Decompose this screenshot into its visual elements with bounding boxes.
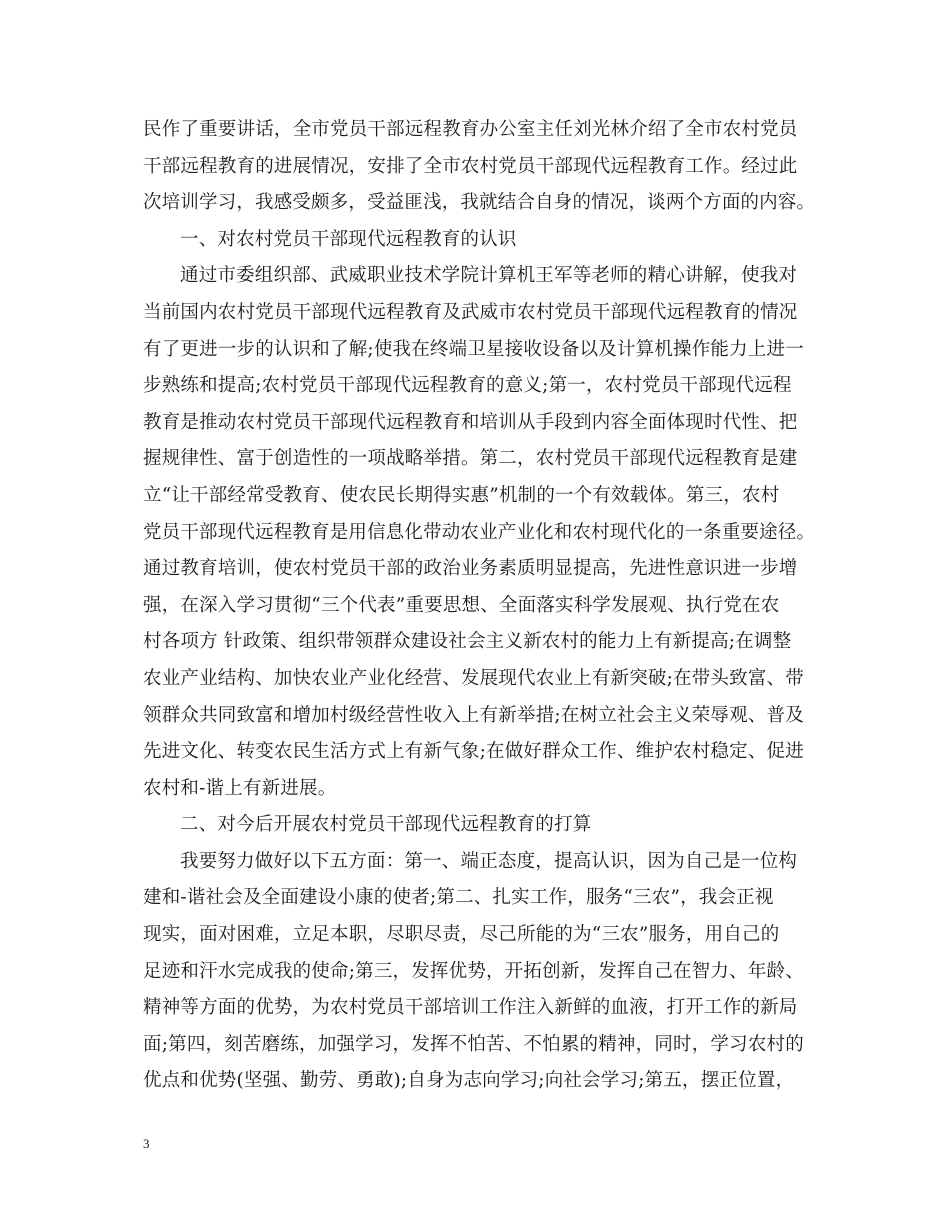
text-line: 一、对农村党员干部现代远程教育的认识	[180, 228, 517, 250]
document-body	[143, 112, 815, 1100]
text-line: 立“让干部经常受教育、使农民长期得实惠”机制的一个有效载体。第三，农村	[143, 484, 780, 506]
text-line: 当前国内农村党员干部现代远程教育及武威市农村党员干部现代远程教育的情况	[143, 301, 798, 323]
text-line: 建和-谐社会及全面建设小康的使者;第二、扎实工作，服务“三农”，我会正视	[143, 887, 774, 909]
text-line: 领群众共同致富和增加村级经营性收入上有新举措;在树立社会主义荣辱观、普及	[143, 704, 804, 726]
page-number: 3	[143, 1136, 150, 1151]
text-line: 强，在深入学习贯彻“三个代表”重要思想、全面落实科学发展观、执行党在农	[143, 594, 780, 616]
text-line: 农村和-谐上有新进展。	[143, 777, 337, 799]
text-line: 二、对今后开展农村党员干部现代远程教育的打算	[180, 814, 592, 836]
text-line: 精神等方面的优势，为农村党员干部培训工作注入新鲜的血液，打开工作的新局	[143, 997, 798, 1019]
text-line: 通过市委组织部、武威职业技术学院计算机王军等老师的精心讲解，使我对	[180, 265, 798, 287]
text-line: 优点和优势(坚强、勤劳、勇敢);自身为志向学习;向社会学习;第五，摆正位置，	[143, 1070, 795, 1092]
text-line: 有了更进一步的认识和了解;使我在终端卫星接收设备以及计算机操作能力上进一	[143, 338, 804, 360]
text-line: 我要努力做好以下五方面：第一、端正态度，提高认识，因为自己是一位构	[180, 850, 798, 872]
text-line: 先进文化、转变农民生活方式上有新气象;在做好群众工作、维护农村稳定、促进	[143, 741, 804, 763]
text-line: 干部远程教育的进展情况，安排了全市农村党员干部现代远程教育工作。经过此	[143, 155, 798, 177]
text-line: 足迹和汗水完成我的使命;第三，发挥优势，开拓创新，发挥自己在智力、年龄、	[143, 960, 804, 982]
text-line: 面;第四，刻苦磨练，加强学习，发挥不怕苦、不怕累的精神，同时，学习农村的	[143, 1033, 804, 1055]
text-line: 握规律性、富于创造性的一项战略举措。第二，农村党员干部现代远程教育是建	[143, 448, 798, 470]
text-line: 党员干部现代远程教育是用信息化带动农业产业化和农村现代化的一条重要途径。	[143, 521, 816, 543]
text-line: 村各项方 针政策、组织带领群众建设社会主义新农村的能力上有新提高;在调整	[143, 631, 792, 653]
text-line: 现实，面对困难，立足本职，尽职尽责，尽己所能的为“三农”服务，用自己的	[143, 924, 780, 946]
text-line: 次培训学习，我感受颇多，受益匪浅，我就结合自身的情况，谈两个方面的内容。	[143, 192, 816, 214]
text-line: 农业产业结构、加快农业产业化经营、发展现代农业上有新突破;在带头致富、带	[143, 667, 804, 689]
text-line: 通过教育培训，使农村党员干部的政治业务素质明显提高，先进性意识进一步增	[143, 558, 798, 580]
text-line: 教育是推动农村党员干部现代远程教育和培训从手段到内容全面体现时代性、把	[143, 411, 798, 433]
text-line: 民作了重要讲话，全市党员干部远程教育办公室主任刘光林介绍了全市农村党员	[143, 119, 798, 140]
text-line: 步熟练和提高;农村党员干部现代远程教育的意义;第一，农村党员干部现代远程	[143, 375, 792, 397]
